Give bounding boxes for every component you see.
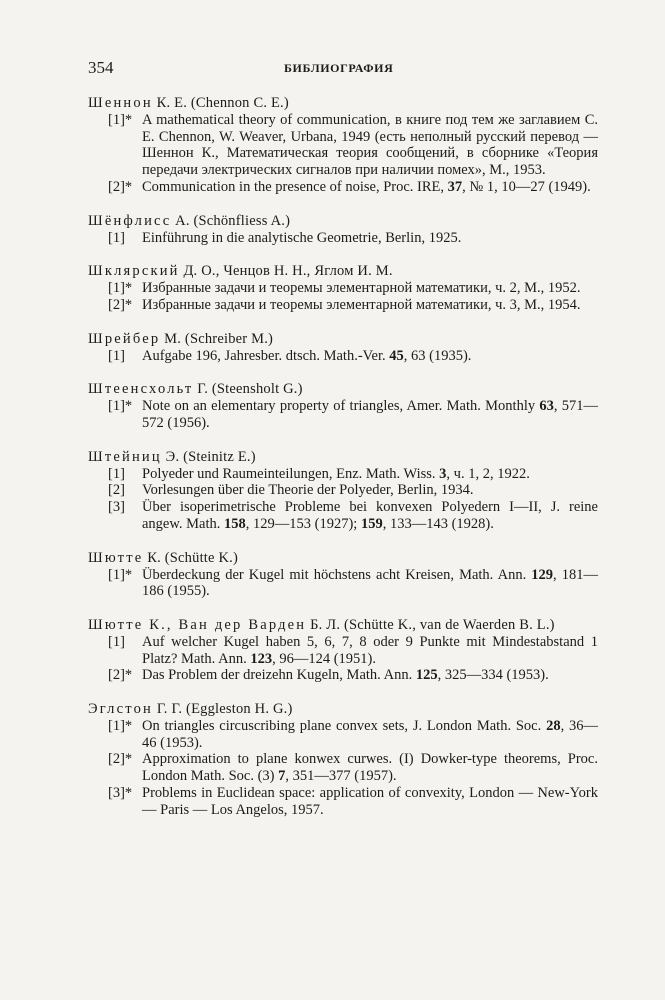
reference-number: [1]* [108, 566, 133, 583]
reference-item [88, 297, 598, 314]
volume-number: 125 [415, 667, 438, 684]
bib-entry [88, 331, 598, 365]
reference-text: , 133—143 (1928). [382, 515, 494, 532]
volume-number: 158 [224, 515, 246, 532]
bib-entry [88, 617, 598, 684]
entry-author [88, 95, 598, 112]
page-header [88, 58, 598, 80]
reference-number: [2]* [108, 178, 133, 195]
reference-number: [1] [108, 465, 125, 482]
reference-item [88, 230, 598, 247]
entry-author [88, 381, 598, 398]
entry-author [88, 701, 598, 718]
entry-author [88, 331, 598, 348]
reference-number: [3]* [108, 784, 133, 801]
reference-number: [1] [108, 347, 125, 364]
reference-text: Einführung in die analytische Geometrie, Berlin, 1925. [142, 229, 462, 246]
author-rest: Б. Л. (Schütte K., van de Waerden B. L.) [306, 616, 555, 633]
reference-number: [1] [108, 229, 125, 246]
reference-item [88, 348, 598, 365]
bib-entry [88, 213, 598, 247]
bib-entry [88, 95, 598, 196]
reference-number: [1]* [108, 112, 133, 128]
author-rest: А. (Schönfliess A.) [171, 212, 291, 229]
reference-item [88, 667, 598, 684]
reference-item [88, 634, 598, 667]
author-name-spaced: Шрейбер [88, 330, 161, 347]
reference-text: , 571—572 (1956). [142, 398, 598, 432]
reference-text: Approximation to plane konwex curwes. (I) Dowker-type theorems, Proc. London Math. Soc. (3) [142, 751, 598, 785]
bib-entry [88, 263, 598, 313]
entry-author [88, 617, 598, 634]
running-title: БИБЛИОГРАФИЯ [284, 61, 394, 75]
author-rest: К. Е. (Chennon C. E.) [152, 95, 289, 111]
reference-text: A mathematical theory of communication, в книге под тем же заглавием C. E. Chennon, W. Weaver, Urbana, 1949 (есть неполный русский перевод — Шеннон К., Математическая теория сообщений, в сборнике «Теория передачи электрических сигналов при наличии помех», М., 1953. [142, 112, 598, 179]
volume-number: 45 [389, 347, 404, 364]
reference-text: Das Problem der dreizehn Kugeln, Math. Ann. [142, 667, 416, 684]
reference-text: Communication in the presence of noise, Proc. IRE, [142, 178, 448, 195]
reference-item [88, 567, 598, 600]
reference-item [88, 751, 598, 784]
reference-text: On triangles circuscribing plane convex sets, J. London Math. Soc. [142, 718, 547, 735]
volume-number: 63 [539, 398, 554, 415]
reference-text: Polyeder und Raumeinteilungen, Enz. Math. Wiss. [142, 465, 440, 482]
reference-text: , ч. 1, 2, 1922. [446, 465, 530, 482]
reference-text: Über isoperimetrische Probleme bei konvexen Polyedern I—II, J. reine angew. Math. [142, 499, 598, 532]
author-rest: Г. (Steensholt G.) [193, 381, 303, 398]
reference-item [88, 499, 598, 532]
reference-number: [2]* [108, 667, 133, 684]
reference-text: , 351—377 (1957). [285, 768, 397, 785]
author-name-spaced: Штейниц [88, 448, 162, 465]
reference-number: [1]* [108, 718, 133, 735]
author-name-spaced: Эглстон [88, 701, 154, 718]
author-name-spaced: Шклярский [88, 263, 180, 280]
reference-text: , 181—186 (1955). [142, 566, 598, 600]
volume-number: 129 [531, 566, 554, 583]
author-name-spaced: Шютте [88, 549, 144, 566]
reference-item [88, 482, 598, 499]
reference-item [88, 398, 598, 431]
author-name-spaced: Шютте К., Ван дер Варден [88, 616, 307, 633]
reference-text: Note on an elementary property of triangles, Amer. Math. Monthly [142, 398, 540, 415]
page-number: 354 [88, 58, 114, 77]
volume-number: 28 [546, 718, 561, 735]
reference-number: [1] [108, 633, 125, 650]
reference-number: [1]* [108, 280, 133, 297]
entry-author [88, 449, 598, 466]
author-rest: К. (Schütte K.) [143, 549, 239, 566]
reference-text: , 36—46 (1953). [142, 718, 598, 751]
reference-item [88, 718, 598, 751]
reference-number: [2] [108, 482, 125, 499]
author-name-spaced: Шёнфлисс [88, 212, 172, 229]
volume-number: 7 [278, 768, 286, 785]
author-rest: Д. О., Ченцов Н. Н., Яглом И. М. [179, 263, 393, 280]
author-name-spaced: Шеннон [88, 95, 153, 111]
entry-author [88, 550, 598, 567]
bibliography-list [88, 95, 598, 835]
reference-item [88, 466, 598, 483]
reference-text: , 63 (1935). [403, 347, 472, 364]
reference-text: , 129—153 (1927); [245, 515, 361, 532]
reference-text: Problems in Euclidean space: application of convexity, London — New-York — Paris — Los Angelos, 1957. [142, 784, 598, 818]
reference-text: , № 1, 10—27 (1949). [462, 178, 591, 195]
author-name-spaced: Штеенсхольт [88, 381, 194, 398]
reference-text: Избранные задачи и теоремы элементарной математики, ч. 3, М., 1954. [142, 296, 581, 313]
reference-item [88, 179, 598, 196]
reference-item [88, 280, 598, 297]
reference-text: , 325—334 (1953). [437, 667, 549, 684]
volume-number: 3 [439, 465, 447, 482]
reference-text: , 96—124 (1951). [272, 650, 377, 667]
volume-number: 159 [360, 515, 383, 532]
bib-entry [88, 381, 598, 431]
author-rest: Г. Г. (Eggleston H. G.) [153, 701, 293, 718]
author-rest: Э. (Steinitz E.) [161, 448, 256, 465]
entry-author [88, 213, 598, 230]
volume-number: 37 [447, 178, 463, 195]
bib-entry [88, 701, 598, 818]
volume-number: 123 [250, 650, 273, 667]
reference-text: Aufgabe 196, Jahresber. dtsch. Math.-Ver. [142, 347, 390, 364]
reference-number: [2]* [108, 296, 133, 313]
reference-text: Überdeckung der Kugel mit höchstens acht Kreisen, Math. Ann. [142, 566, 532, 583]
reference-number: [2]* [108, 751, 133, 768]
reference-number: [3] [108, 499, 125, 516]
reference-text: Auf welcher Kugel haben 5, 6, 7, 8 oder 9 Punkte mit Mindestabstand 1 Platz? Math. Ann. [142, 633, 598, 667]
entry-author [88, 263, 598, 280]
reference-item [88, 112, 598, 179]
author-rest: М. (Schreiber M.) [160, 330, 274, 347]
bib-entry [88, 449, 598, 533]
reference-item [88, 785, 598, 818]
bib-entry [88, 550, 598, 600]
reference-number: [1]* [108, 398, 133, 415]
reference-text: Vorlesungen über die Theorie der Polyeder, Berlin, 1934. [142, 482, 474, 499]
reference-text: Избранные задачи и теоремы элементарной математики, ч. 2, М., 1952. [142, 280, 581, 297]
